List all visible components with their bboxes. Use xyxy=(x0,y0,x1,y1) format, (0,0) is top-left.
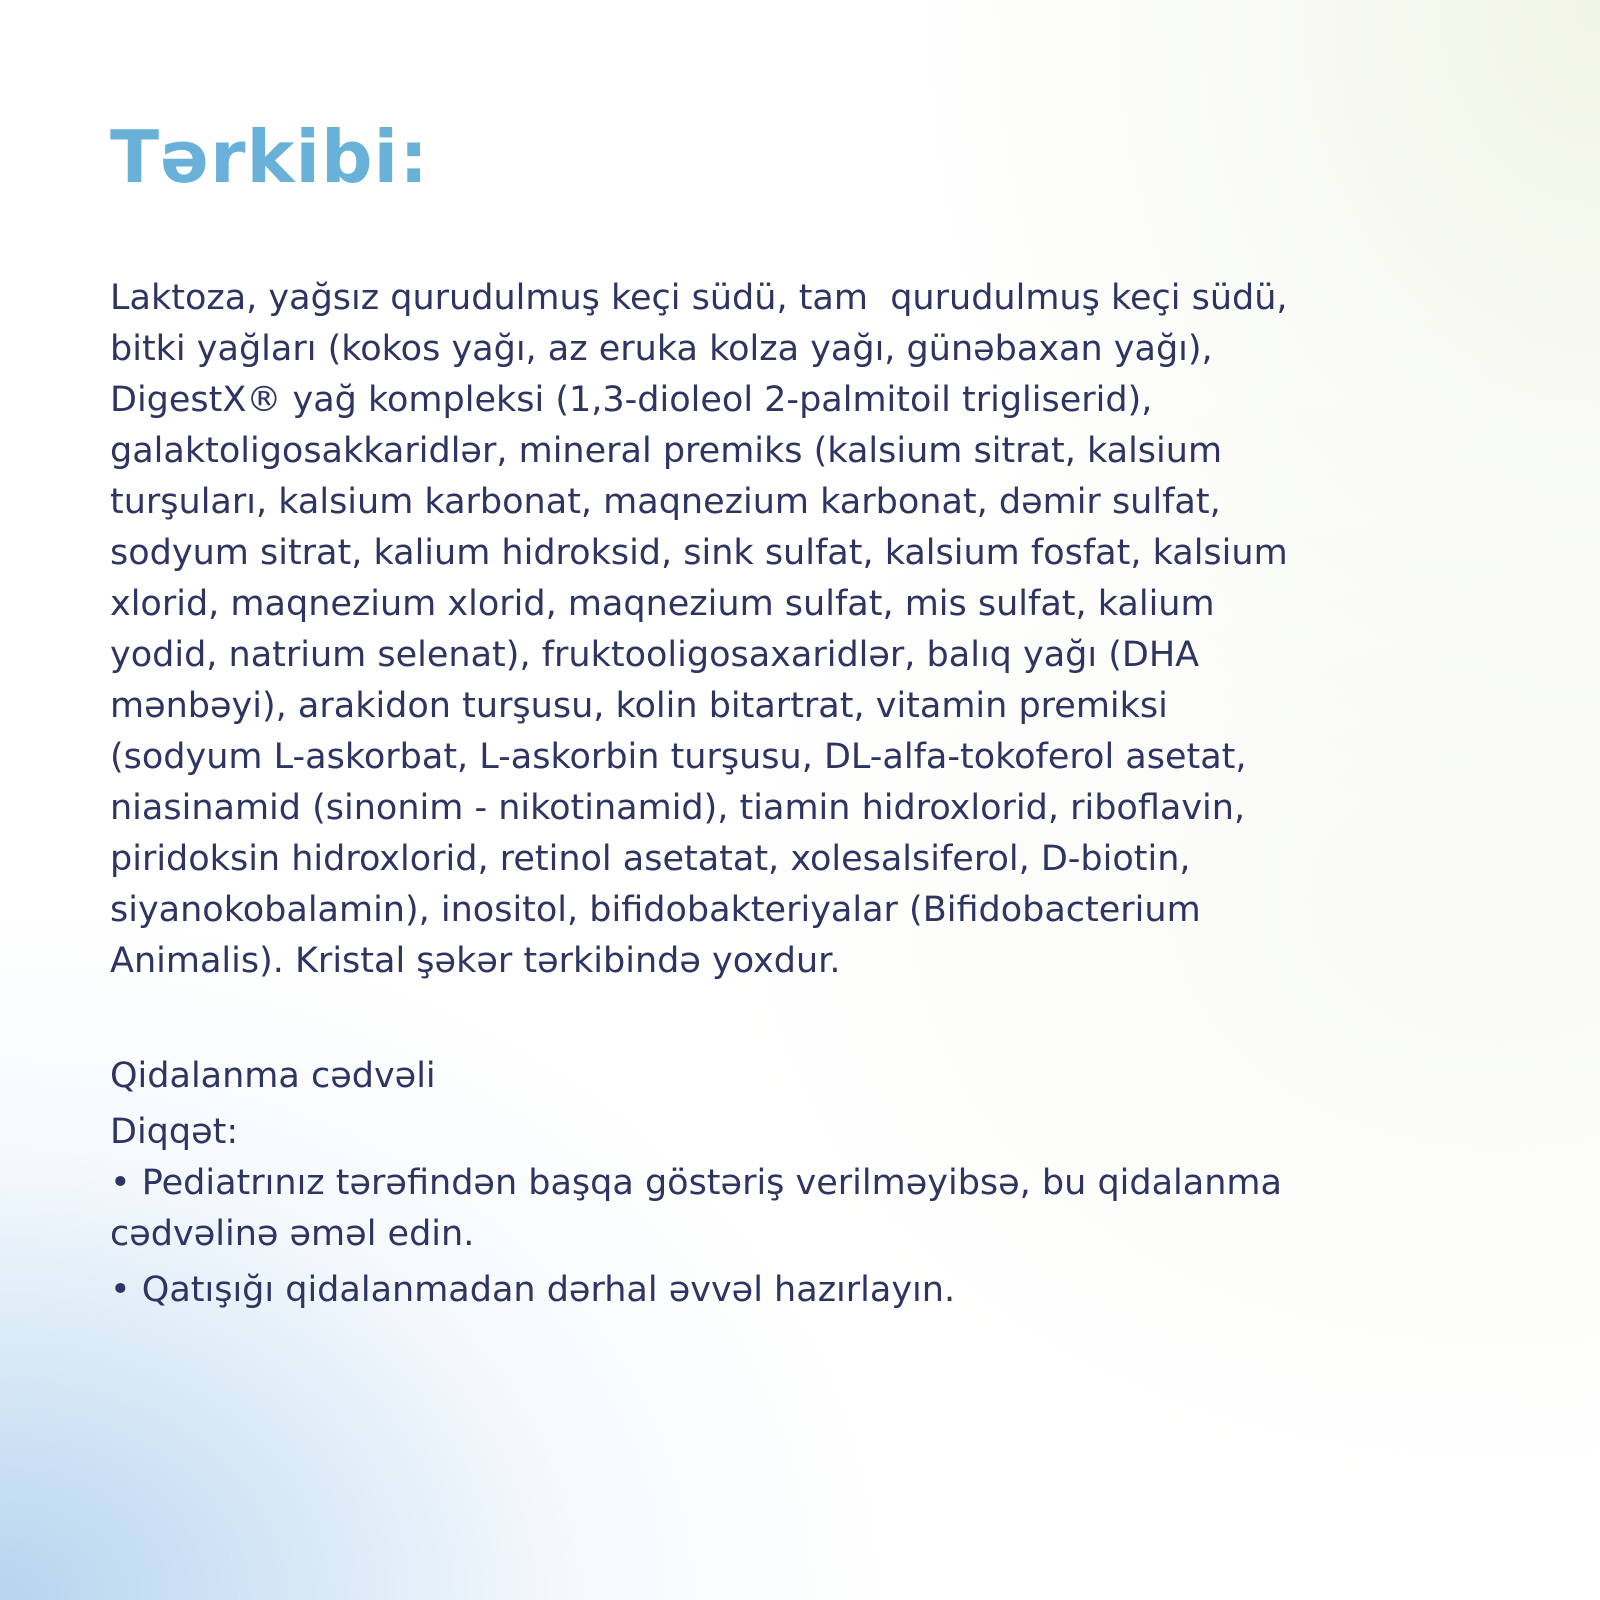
ingredients-line: piridoksin hidroxlorid, retinol asetatat, xolesalsiferol, D-biotin, xyxy=(110,839,1191,879)
ingredients-text xyxy=(110,273,1530,987)
ingredients-line: xlorid, maqnezium xlorid, maqnezium sulfat, mis sulfat, kalium xyxy=(110,584,1215,624)
attention-notes-list xyxy=(110,1158,1530,1321)
ingredients-line: niasinamid (sinonim - nikotinamid), tiamin hidroxlorid, riboflavin, xyxy=(110,788,1246,828)
ingredients-line: siyanokobalamin), inositol, bifidobakteriyalar (Bifidobacterium xyxy=(110,890,1201,930)
ingredients-line: bitki yağları (kokos yağı, az eruka kolza yağı, günəbaxan yağı), xyxy=(110,329,1213,369)
ingredients-line: turşuları, kalsium karbonat, maqnezium karbonat, dəmir sulfat, xyxy=(110,482,1221,522)
ingredients-line: yodid, natrium selenat), fruktooligosaxaridlər, balıq yağı (DHA xyxy=(110,635,1200,675)
ingredients-line: Laktoza, yağsız qurudulmuş keçi südü, tam qurudulmuş keçi südü, xyxy=(110,278,1288,318)
page-title: Tərkibi: xyxy=(110,115,430,199)
ingredients-line: DigestX® yağ kompleksi (1,3-dioleol 2-palmitoil trigliserid), xyxy=(110,380,1153,420)
ingredients-line: sodyum sitrat, kalium hidroksid, sink sulfat, kalsium fosfat, kalsium xyxy=(110,533,1288,573)
ingredients-line: mənbəyi), arakidon turşusu, kolin bitartrat, vitamin premiksi xyxy=(110,686,1168,726)
feeding-schedule-heading: Qidalanma cədvəli xyxy=(110,1056,436,1096)
ingredients-line: Animalis). Kristal şəkər tərkibində yoxdur. xyxy=(110,941,841,981)
note-item: • Pediatrınız tərəfindən başqa göstəriş verilməyibsə, bu qidalanma cədvəlinə əməl edin. xyxy=(110,1163,1282,1254)
ingredients-line: galaktoligosakkaridlər, mineral premiks (kalsium sitrat, kalsium xyxy=(110,431,1223,471)
note-item: • Qatışığı qidalanmadan dərhal əvvəl hazırlayın. xyxy=(110,1270,956,1310)
ingredients-line: (sodyum L-askorbat, L-askorbin turşusu, DL-alfa-tokoferol asetat, xyxy=(110,737,1247,777)
attention-heading: Diqqət: xyxy=(110,1112,239,1152)
